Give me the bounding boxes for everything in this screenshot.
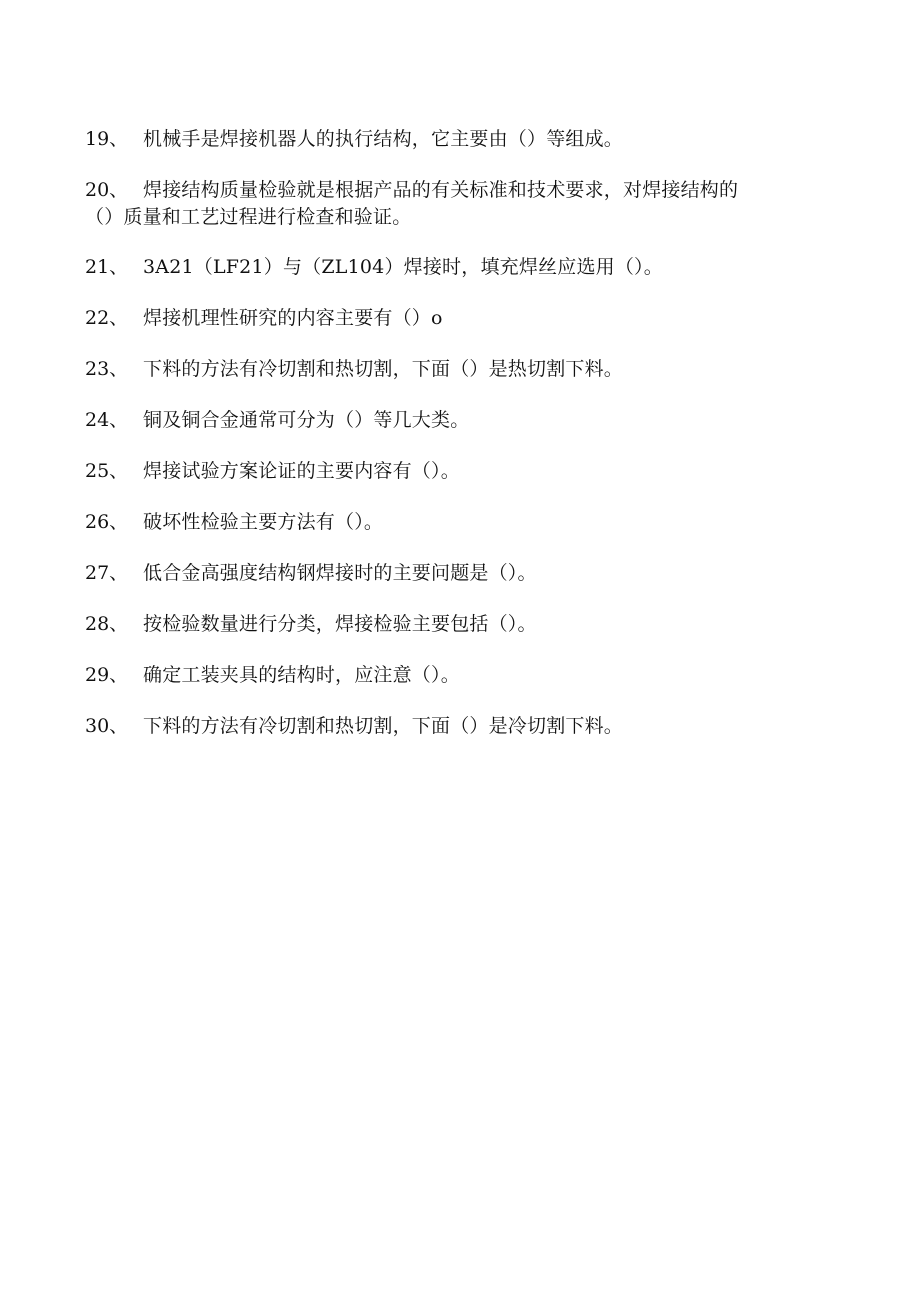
question-item bbox=[85, 509, 825, 536]
question-item bbox=[85, 305, 825, 332]
question-item bbox=[85, 126, 825, 153]
question-number: 26、 bbox=[85, 511, 129, 533]
question-text: 焊接试验方案论证的主要内容有（）。 bbox=[143, 460, 460, 482]
question-text: 铜及铜合金通常可分为（）等几大类。 bbox=[143, 409, 470, 431]
question-item bbox=[85, 560, 825, 587]
question-number: 29、 bbox=[85, 664, 129, 686]
question-list bbox=[85, 126, 825, 764]
question-text: 破坏性检验主要方法有（）。 bbox=[143, 511, 384, 533]
question-item bbox=[85, 611, 825, 638]
question-number: 21、 bbox=[85, 256, 129, 278]
question-number: 25、 bbox=[85, 460, 129, 482]
question-text: 确定工装夹具的结构时，应注意（）。 bbox=[143, 664, 460, 686]
question-text-line: （）质量和工艺过程进行检查和验证。 bbox=[85, 206, 412, 228]
question-number: 22、 bbox=[85, 307, 129, 329]
question-item bbox=[85, 407, 825, 434]
question-text: 下料的方法有冷切割和热切割，下面（）是冷切割下料。 bbox=[143, 715, 624, 737]
question-text: 机械手是焊接机器人的执行结构，它主要由（）等组成。 bbox=[143, 128, 624, 150]
question-item bbox=[85, 662, 825, 689]
question-item bbox=[85, 458, 825, 485]
question-text-line: 焊接结构质量检验就是根据产品的有关标准和技术要求，对焊接结构的 bbox=[143, 179, 739, 201]
question-item bbox=[85, 356, 825, 383]
question-text: 低合金高强度结构钢焊接时的主要问题是（）。 bbox=[143, 562, 537, 584]
question-text: 3A21（LF21）与（ZL104）焊接时，填充焊丝应选用（）。 bbox=[143, 256, 663, 278]
question-number: 28、 bbox=[85, 613, 129, 635]
question-item bbox=[85, 254, 825, 281]
question-number: 20、 bbox=[85, 179, 129, 201]
question-number: 24、 bbox=[85, 409, 129, 431]
question-number: 23、 bbox=[85, 358, 129, 380]
question-number: 30、 bbox=[85, 715, 129, 737]
question-item bbox=[85, 713, 825, 740]
question-number: 27、 bbox=[85, 562, 129, 584]
question-item bbox=[85, 177, 825, 231]
question-text: 按检验数量进行分类，焊接检验主要包括（）。 bbox=[143, 613, 537, 635]
question-text: 焊接机理性研究的内容主要有（）o bbox=[143, 307, 443, 329]
question-text: 下料的方法有冷切割和热切割，下面（）是热切割下料。 bbox=[143, 358, 624, 380]
question-number: 19、 bbox=[85, 128, 129, 150]
